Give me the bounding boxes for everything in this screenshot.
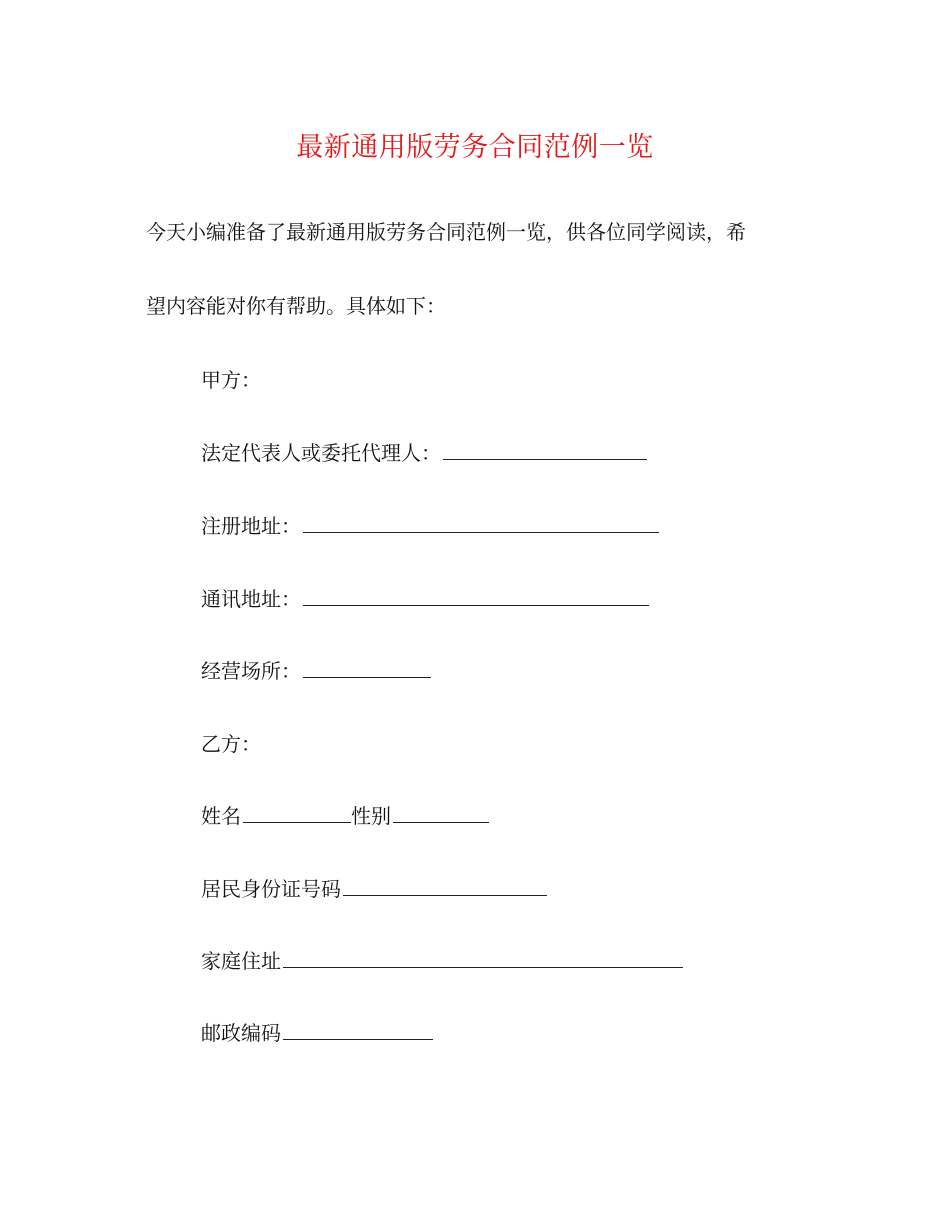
intro-line-1: 今天小编准备了最新通用版劳务合同范例一览，供各位同学阅读，希 <box>146 220 746 244</box>
document-title <box>0 128 950 168</box>
document-title-text: 最新通用版劳务合同范例一览 <box>296 132 654 163</box>
registered-address-label: 注册地址： <box>201 514 301 538</box>
representative-blank[interactable] <box>443 441 647 460</box>
registered-address-field <box>201 511 659 541</box>
party-b-heading-text: 乙方： <box>201 732 261 756</box>
name-blank[interactable] <box>243 804 351 823</box>
gender-label: 性别 <box>351 804 391 828</box>
representative-field <box>201 438 647 468</box>
name-label: 姓名 <box>201 804 241 828</box>
home-address-blank[interactable] <box>283 949 683 968</box>
registered-address-blank[interactable] <box>303 514 659 533</box>
postal-code-label: 邮政编码 <box>201 1021 281 1045</box>
business-premises-blank[interactable] <box>303 659 431 678</box>
mailing-address-label: 通讯地址： <box>201 587 301 611</box>
party-a-heading-text: 甲方： <box>201 368 261 392</box>
id-number-label: 居民身份证号码 <box>201 877 341 901</box>
postal-code-blank[interactable] <box>283 1021 433 1040</box>
business-premises-field <box>201 656 431 686</box>
home-address-field <box>201 946 683 976</box>
gender-blank[interactable] <box>393 804 489 823</box>
mailing-address-blank[interactable] <box>303 587 649 606</box>
business-premises-label: 经营场所： <box>201 659 301 683</box>
party-a-heading <box>201 365 261 395</box>
id-number-field <box>201 874 547 904</box>
mailing-address-field <box>201 584 649 614</box>
postal-code-field <box>201 1018 433 1048</box>
id-number-blank[interactable] <box>343 877 547 896</box>
intro-line-2: 望内容能对你有帮助。具体如下： <box>146 294 446 318</box>
name-gender-field <box>201 801 489 831</box>
home-address-label: 家庭住址 <box>201 949 281 973</box>
party-b-heading <box>201 729 261 759</box>
representative-label: 法定代表人或委托代理人： <box>201 441 441 465</box>
